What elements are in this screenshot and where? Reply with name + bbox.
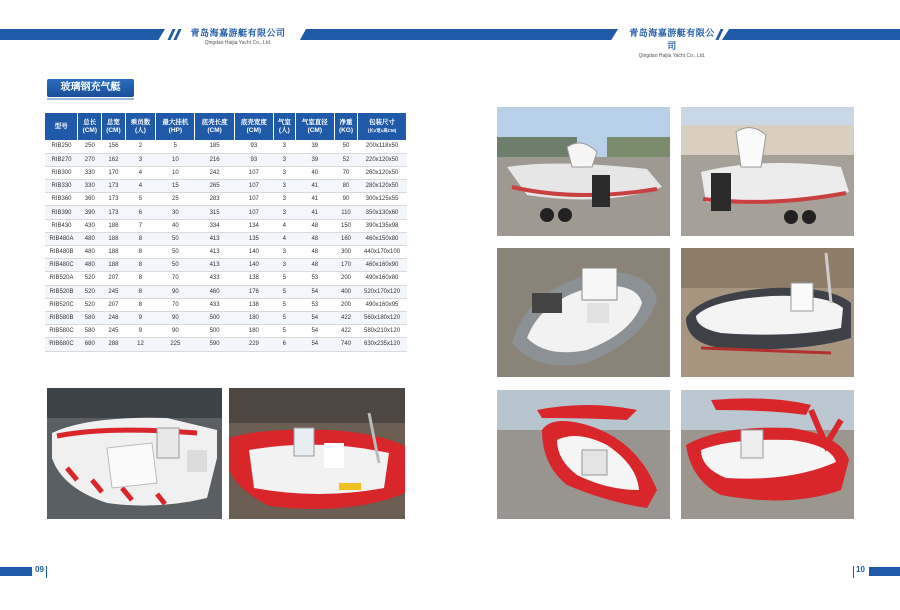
column-header	[102, 113, 126, 140]
table-cell: 5	[274, 298, 296, 311]
table-cell: 680	[78, 338, 102, 351]
table-cell: 185	[195, 140, 234, 153]
table-cell: 93	[234, 140, 273, 153]
table-cell: 242	[195, 166, 234, 179]
model-cell: RIB360	[45, 193, 78, 206]
table-cell: 460x150x80	[358, 232, 407, 245]
table-cell: 176	[234, 285, 273, 298]
table-cell: 245	[102, 285, 126, 298]
model-cell: RIB330	[45, 180, 78, 193]
table-cell: 4	[274, 219, 296, 232]
table-cell: 41	[295, 180, 334, 193]
table-cell: 107	[234, 180, 273, 193]
table-cell: 50	[156, 259, 195, 272]
table-cell: 54	[295, 325, 334, 338]
table-cell: 134	[234, 219, 273, 232]
table-row	[45, 206, 407, 219]
model-cell: RIB580C	[45, 325, 78, 338]
boat-photo-grey-tube	[681, 248, 854, 377]
table-row	[45, 246, 407, 259]
table-row	[45, 338, 407, 351]
table-cell: 5	[274, 311, 296, 324]
table-cell: 54	[295, 338, 334, 351]
table-row	[45, 180, 407, 193]
column-header-line: 底壳宽度	[240, 118, 267, 126]
table-row	[45, 311, 407, 324]
table-cell: 334	[195, 219, 234, 232]
table-cell: 39	[295, 153, 334, 166]
table-cell: 460	[195, 285, 234, 298]
model-cell: RIB480B	[45, 246, 78, 259]
table-cell: 107	[234, 193, 273, 206]
table-cell: 188	[102, 219, 126, 232]
table-cell: 360	[78, 193, 102, 206]
table-header-row	[45, 113, 407, 140]
table-cell: 590	[195, 338, 234, 351]
table-cell: 180	[234, 325, 273, 338]
table-cell: 188	[102, 246, 126, 259]
table-cell: 90	[334, 193, 357, 206]
column-header-line: (长x宽x高CM)	[367, 127, 397, 133]
column-header-line: (人)	[135, 126, 146, 134]
table-cell: 8	[125, 285, 155, 298]
model-cell: RIB520C	[45, 298, 78, 311]
table-cell: 15	[156, 180, 195, 193]
column-header-line: (CM)	[246, 126, 262, 134]
table-cell: 433	[195, 272, 234, 285]
column-header-line: 型号	[54, 122, 68, 130]
column-header-line: (CM)	[207, 126, 222, 134]
table-cell: 39	[295, 140, 334, 153]
table-cell: 480	[78, 259, 102, 272]
column-header-line: (CM)	[106, 126, 121, 134]
table-cell: 400	[334, 285, 357, 298]
table-row	[45, 219, 407, 232]
table-cell: 200x118x50	[358, 140, 407, 153]
table-cell: 110	[334, 206, 357, 219]
table-row	[45, 140, 407, 153]
table-cell: 216	[195, 153, 234, 166]
table-cell: 5	[274, 325, 296, 338]
table-cell: 283	[195, 193, 234, 206]
column-header	[274, 113, 296, 140]
table-cell: 390x135x98	[358, 219, 407, 232]
table-cell: 520	[78, 272, 102, 285]
table-cell: 52	[334, 153, 357, 166]
column-header	[334, 113, 357, 140]
table-cell: 40	[295, 166, 334, 179]
column-header-line: 总长	[83, 118, 97, 126]
table-cell: 422	[334, 325, 357, 338]
column-header	[45, 113, 78, 140]
table-cell: 413	[195, 246, 234, 259]
column-header-line: 气室	[277, 118, 291, 126]
table-cell: 740	[334, 338, 357, 351]
table-cell: 207	[102, 298, 126, 311]
header-company-left	[182, 26, 294, 46]
table-cell: 5	[125, 193, 155, 206]
page-number-right: 10	[856, 565, 865, 574]
table-cell: 188	[102, 232, 126, 245]
model-cell: RIB430	[45, 219, 78, 232]
table-cell: 490x160x95	[358, 298, 407, 311]
table-cell: 500	[195, 311, 234, 324]
table-cell: 270	[78, 153, 102, 166]
table-cell: 520	[78, 298, 102, 311]
column-header-line: 总宽	[106, 118, 120, 126]
table-cell: 138	[234, 298, 273, 311]
table-cell: 41	[295, 206, 334, 219]
footer-bar-left	[0, 567, 32, 576]
table-cell: 3	[274, 140, 296, 153]
table-cell: 580	[78, 311, 102, 324]
column-header-line: (CM)	[82, 126, 98, 134]
table-cell: 70	[334, 166, 357, 179]
column-header	[195, 113, 234, 140]
table-cell: 48	[295, 259, 334, 272]
table-cell: 30	[156, 206, 195, 219]
model-cell: RIB580B	[45, 311, 78, 324]
column-header	[234, 113, 273, 140]
table-cell: 54	[295, 285, 334, 298]
table-cell: 250	[78, 140, 102, 153]
table-row	[45, 285, 407, 298]
company-name-en: Qingdao Haijia Yacht Co., Ltd.	[204, 40, 272, 46]
table-cell: 630x235x120	[358, 338, 407, 351]
table-cell: 5	[274, 285, 296, 298]
model-cell: RIB480A	[45, 232, 78, 245]
table-cell: 315	[195, 206, 234, 219]
company-name-cn: 青岛海嘉游艇有限公司	[629, 28, 715, 51]
boat-photo-white-red-stripes	[47, 388, 222, 519]
table-cell: 300x125x55	[358, 193, 407, 206]
table-cell: 200	[334, 272, 357, 285]
table-cell: 229	[234, 338, 273, 351]
table-cell: 4	[274, 232, 296, 245]
table-cell: 330	[78, 166, 102, 179]
table-cell: 90	[156, 311, 195, 324]
header-bar-right	[450, 29, 618, 40]
page-number-left: 09	[35, 565, 44, 574]
table-row	[45, 166, 407, 179]
table-row	[45, 272, 407, 285]
table-cell: 3	[274, 193, 296, 206]
header-company-right	[628, 26, 716, 59]
table-cell: 3	[274, 246, 296, 259]
table-cell: 520	[78, 285, 102, 298]
table-cell: 300	[334, 246, 357, 259]
table-cell: 265	[195, 180, 234, 193]
boat-photo-on-trailer-1	[497, 107, 670, 236]
table-cell: 350x130x60	[358, 206, 407, 219]
table-cell: 160	[334, 232, 357, 245]
company-name-cn: 青岛海嘉游艇有限公司	[190, 28, 286, 38]
column-header-line: (人)	[278, 126, 290, 134]
boat-photo-red-white-2	[681, 390, 854, 519]
footer-bar-right	[869, 567, 900, 576]
column-header	[78, 113, 102, 140]
table-cell: 413	[195, 232, 234, 245]
column-header-line: (KG)	[338, 126, 354, 134]
table-cell: 225	[156, 338, 195, 351]
table-cell: 200	[334, 298, 357, 311]
table-cell: 170	[102, 166, 126, 179]
table-cell: 6	[274, 338, 296, 351]
table-cell: 40	[156, 219, 195, 232]
boat-photo-grey-white	[497, 248, 670, 377]
table-cell: 150	[334, 219, 357, 232]
table-row	[45, 298, 407, 311]
column-header-line: 净重	[339, 118, 353, 126]
table-cell: 41	[295, 193, 334, 206]
table-cell: 90	[156, 285, 195, 298]
column-header-line: (HP)	[168, 126, 183, 134]
table-cell: 390	[78, 206, 102, 219]
table-cell: 173	[102, 180, 126, 193]
column-header-line: 乘员数	[130, 118, 151, 126]
table-cell: 433	[195, 298, 234, 311]
table-cell: 422	[334, 311, 357, 324]
table-cell: 12	[125, 338, 155, 351]
table-cell: 413	[195, 259, 234, 272]
header-bar-left-2	[300, 29, 450, 40]
table-cell: 3	[274, 153, 296, 166]
table-cell: 170	[334, 259, 357, 272]
table-row	[45, 325, 407, 338]
model-cell: RIB250	[45, 140, 78, 153]
table-cell: 220x120x50	[358, 153, 407, 166]
table-cell: 248	[102, 311, 126, 324]
table-cell: 10	[156, 153, 195, 166]
table-cell: 107	[234, 166, 273, 179]
table-cell: 490x160x80	[358, 272, 407, 285]
table-cell: 138	[234, 272, 273, 285]
table-cell: 54	[295, 311, 334, 324]
table-cell: 480	[78, 246, 102, 259]
table-cell: 25	[156, 193, 195, 206]
table-cell: 560x180x120	[358, 311, 407, 324]
column-header-line: 最大挂机	[162, 118, 189, 126]
table-cell: 90	[156, 325, 195, 338]
column-header-line: (CM)	[307, 126, 323, 134]
table-cell: 580x210x120	[358, 325, 407, 338]
column-header-line: 气室直径	[301, 118, 328, 126]
table-cell: 460x160x90	[358, 259, 407, 272]
table-row	[45, 193, 407, 206]
table-cell: 48	[295, 219, 334, 232]
table-cell: 288	[102, 338, 126, 351]
table-cell: 207	[102, 272, 126, 285]
table-cell: 9	[125, 325, 155, 338]
table-cell: 260x120x50	[358, 166, 407, 179]
column-header-line: 底壳长度	[201, 118, 228, 126]
column-header	[358, 113, 407, 140]
model-cell: RIB270	[45, 153, 78, 166]
header-bar-left	[0, 29, 165, 40]
page-number-divider	[46, 566, 47, 578]
table-cell: 50	[156, 232, 195, 245]
table-cell: 8	[125, 272, 155, 285]
column-header	[156, 113, 195, 140]
table-cell: 107	[234, 206, 273, 219]
table-row	[45, 153, 407, 166]
table-cell: 140	[234, 259, 273, 272]
table-cell: 180	[234, 311, 273, 324]
table-cell: 480	[78, 232, 102, 245]
model-cell: RIB680C	[45, 338, 78, 351]
table-cell: 48	[295, 246, 334, 259]
table-cell: 162	[102, 153, 126, 166]
spec-table	[45, 113, 407, 352]
table-cell: 580	[78, 325, 102, 338]
table-cell: 173	[102, 193, 126, 206]
table-cell: 70	[156, 298, 195, 311]
table-cell: 140	[234, 246, 273, 259]
table-cell: 173	[102, 206, 126, 219]
table-cell: 5	[274, 272, 296, 285]
table-cell: 53	[295, 298, 334, 311]
table-cell: 245	[102, 325, 126, 338]
table-cell: 440x170x100	[358, 246, 407, 259]
model-cell: RIB480C	[45, 259, 78, 272]
section-title: 玻璃钢充气艇	[47, 79, 134, 97]
table-cell: 7	[125, 219, 155, 232]
table-cell: 330	[78, 180, 102, 193]
table-cell: 188	[102, 259, 126, 272]
table-cell: 3	[274, 180, 296, 193]
column-header	[295, 113, 334, 140]
table-cell: 3	[274, 206, 296, 219]
table-cell: 430	[78, 219, 102, 232]
model-cell: RIB520B	[45, 285, 78, 298]
table-cell: 4	[125, 166, 155, 179]
table-cell: 6	[125, 206, 155, 219]
model-cell: RIB390	[45, 206, 78, 219]
table-cell: 8	[125, 232, 155, 245]
model-cell: RIB520A	[45, 272, 78, 285]
boat-photo-red-hull	[229, 388, 405, 519]
page-number-divider	[853, 566, 854, 578]
table-cell: 520x170x120	[358, 285, 407, 298]
table-row	[45, 259, 407, 272]
table-cell: 48	[295, 232, 334, 245]
table-cell: 156	[102, 140, 126, 153]
table-cell: 135	[234, 232, 273, 245]
table-cell: 50	[334, 140, 357, 153]
table-cell: 2	[125, 140, 155, 153]
header-stripe	[715, 29, 723, 40]
table-cell: 50	[156, 246, 195, 259]
table-row	[45, 232, 407, 245]
table-cell: 3	[274, 166, 296, 179]
column-header	[125, 113, 155, 140]
table-cell: 500	[195, 325, 234, 338]
table-cell: 93	[234, 153, 273, 166]
table-cell: 8	[125, 259, 155, 272]
boat-photo-on-trailer-2	[681, 107, 854, 236]
table-cell: 3	[274, 259, 296, 272]
company-name-en: Qingdao Haijia Yacht Co., Ltd.	[638, 53, 706, 59]
table-cell: 3	[125, 153, 155, 166]
header-bar-right-2	[722, 29, 900, 40]
table-cell: 4	[125, 180, 155, 193]
table-cell: 5	[156, 140, 195, 153]
model-cell: RIB300	[45, 166, 78, 179]
table-cell: 9	[125, 311, 155, 324]
column-header-line: 包装尺寸	[369, 118, 396, 126]
table-body	[45, 140, 407, 351]
boat-photo-red-white-1	[497, 390, 670, 519]
table-cell: 80	[334, 180, 357, 193]
table-cell: 53	[295, 272, 334, 285]
table-cell: 10	[156, 166, 195, 179]
table-cell: 280x120x50	[358, 180, 407, 193]
table-cell: 70	[156, 272, 195, 285]
table-cell: 8	[125, 298, 155, 311]
table-cell: 8	[125, 246, 155, 259]
